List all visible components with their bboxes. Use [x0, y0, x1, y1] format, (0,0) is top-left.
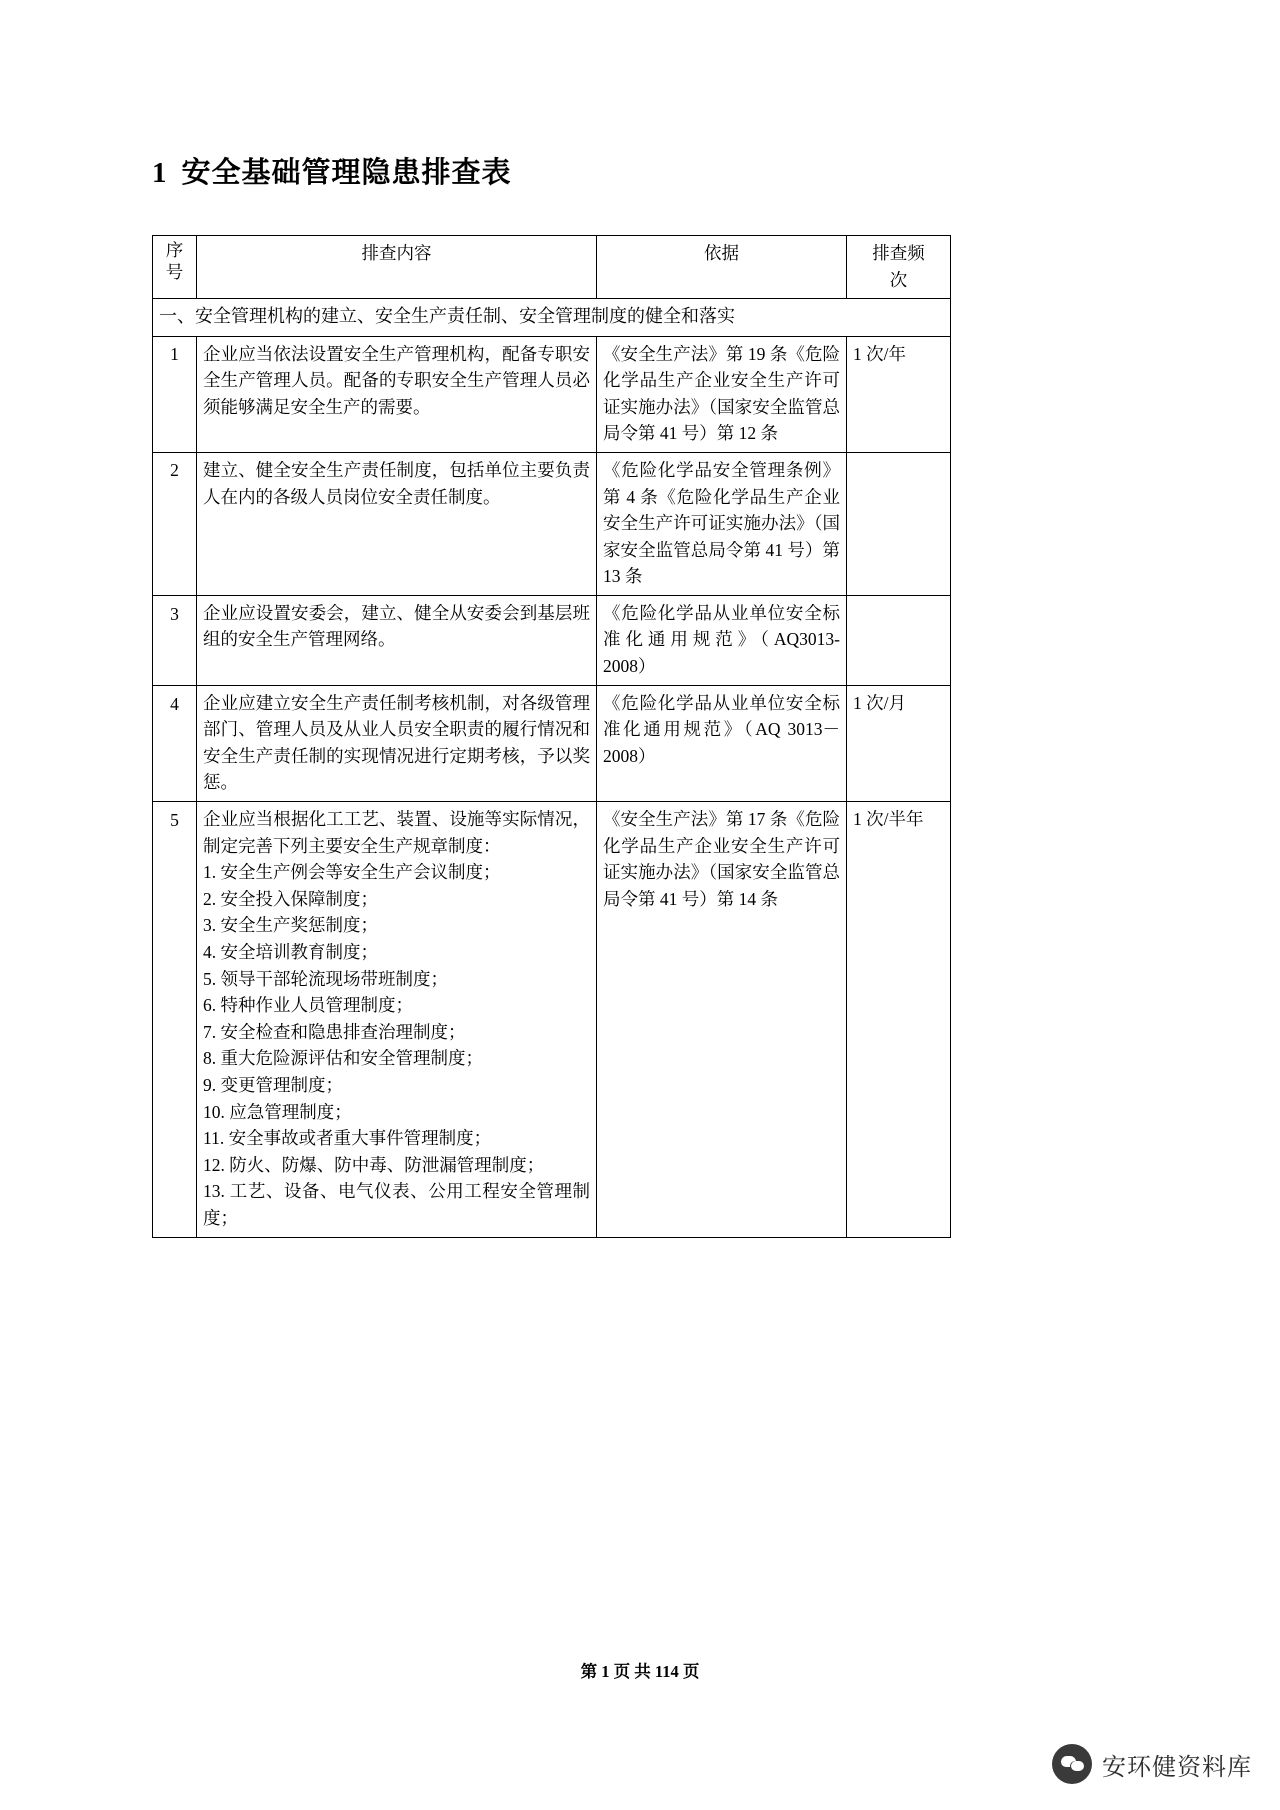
row-no: 1 — [153, 336, 197, 452]
column-header-no-line2: 号 — [165, 261, 184, 282]
row-content-item: 6. 特种作业人员管理制度； — [203, 995, 413, 1016]
row-frequency: 1 次/年 — [847, 336, 951, 452]
column-header-frequency-line1: 排查频 — [872, 243, 925, 263]
row-no: 2 — [153, 452, 197, 595]
wechat-icon — [1052, 1744, 1092, 1784]
footer-suffix: 页 — [682, 1662, 700, 1681]
row-basis: 《危险化学品从业单位安全标准化通用规范》（AQ3013-2008） — [597, 595, 847, 685]
row-content-item: 1. 安全生产例会等安全生产会议制度； — [203, 862, 501, 883]
table-row — [153, 595, 951, 685]
row-no: 5 — [153, 802, 197, 1238]
row-basis: 《安全生产法》第 19 条《危险化学品生产企业安全生产许可证实施办法》（国家安全监管总局令第 41 号）第 12 条 — [597, 336, 847, 452]
column-header-frequency — [847, 236, 951, 299]
column-header-no — [153, 236, 197, 299]
row-content-item: 13. 工艺、设备、电气仪表、公用工程安全管理制度； — [203, 1181, 590, 1228]
row-content: 建立、健全安全生产责任制度，包括单位主要负责人在内的各级人员岗位安全责任制度。 — [197, 452, 597, 595]
watermark-label: 安环健资料库 — [1102, 1753, 1252, 1781]
section-heading-cell — [153, 299, 951, 336]
column-header-frequency-line2: 次 — [889, 269, 908, 290]
page-title-number: 1 — [152, 157, 168, 189]
row-no: 4 — [153, 685, 197, 801]
section-heading-row — [153, 299, 951, 336]
table-row — [153, 802, 951, 1238]
row-content-item: 12. 防火、防爆、防中毒、防泄漏管理制度； — [203, 1154, 545, 1175]
row-content-item: 10. 应急管理制度； — [203, 1101, 352, 1122]
row-basis: 《危险化学品安全管理条例》第 4 条《危险化学品生产企业安全生产许可证实施办法》（国家安全监管总局令第 41 号）第 13 条 — [597, 452, 847, 595]
row-content-item: 7. 安全检查和隐患排查治理制度； — [203, 1021, 466, 1042]
table-row — [153, 452, 951, 595]
page-footer — [0, 1658, 1280, 1682]
column-header-no-line1: 序 — [165, 240, 184, 260]
row-no: 3 — [153, 595, 197, 685]
row-content: 企业应建立安全生产责任制考核机制，对各级管理部门、管理人员及从业人员安全职责的履行情况和安全生产责任制的实现情况进行定期考核，予以奖惩。 — [197, 685, 597, 801]
row-content: 企业应当依法设置安全生产管理机构，配备专职安全生产管理人员。配备的专职安全生产管理人员必须能够满足安全生产的需要。 — [197, 336, 597, 452]
footer-prefix: 第 — [580, 1662, 598, 1681]
row-content-item: 3. 安全生产奖惩制度； — [203, 915, 378, 936]
row-content-item: 9. 变更管理制度； — [203, 1074, 343, 1095]
watermark — [1052, 1744, 1252, 1784]
row-content-item: 5. 领导干部轮流现场带班制度； — [203, 968, 448, 989]
section-heading-text: 一、安全管理机构的建立、安全生产责任制、安全管理制度的健全和落实 — [159, 306, 735, 327]
column-header-content: 排查内容 — [197, 236, 597, 299]
row-content-item: 8. 重大危险源评估和安全管理制度； — [203, 1048, 483, 1069]
row-content-item: 11. 安全事故或者重大事件管理制度； — [203, 1128, 492, 1149]
row-content-intro: 企业应当根据化工工艺、装置、设施等实际情况，制定完善下列主要安全生产规章制度： — [203, 809, 590, 856]
footer-total-pages: 114 — [654, 1662, 679, 1681]
row-content-item: 2. 安全投入保障制度； — [203, 888, 378, 909]
table-body — [153, 299, 951, 1237]
hazard-checklist-table — [152, 235, 951, 1238]
footer-middle: 页 共 — [613, 1662, 651, 1681]
table-row — [153, 685, 951, 801]
page-title-text: 安全基础管理隐患排查表 — [181, 157, 512, 189]
row-basis: 《安全生产法》第 17 条《危险化学品生产企业安全生产许可证实施办法》（国家安全监管总局令第 41 号）第 14 条 — [597, 802, 847, 1238]
table-header-row — [153, 236, 951, 299]
row-frequency — [847, 595, 951, 685]
row-content — [197, 802, 597, 1238]
table-row — [153, 336, 951, 452]
page-title — [152, 150, 1102, 191]
row-frequency — [847, 452, 951, 595]
row-frequency: 1 次/半年 — [847, 802, 951, 1238]
table-header — [153, 236, 951, 299]
row-basis: 《危险化学品从业单位安全标准化通用规范》（AQ 3013－2008） — [597, 685, 847, 801]
row-content: 企业应设置安委会，建立、健全从安委会到基层班组的安全生产管理网络。 — [197, 595, 597, 685]
row-content-item: 4. 安全培训教育制度； — [203, 942, 378, 963]
footer-page-number: 1 — [601, 1662, 610, 1681]
column-header-basis: 依据 — [597, 236, 847, 299]
row-frequency: 1 次/月 — [847, 685, 951, 801]
